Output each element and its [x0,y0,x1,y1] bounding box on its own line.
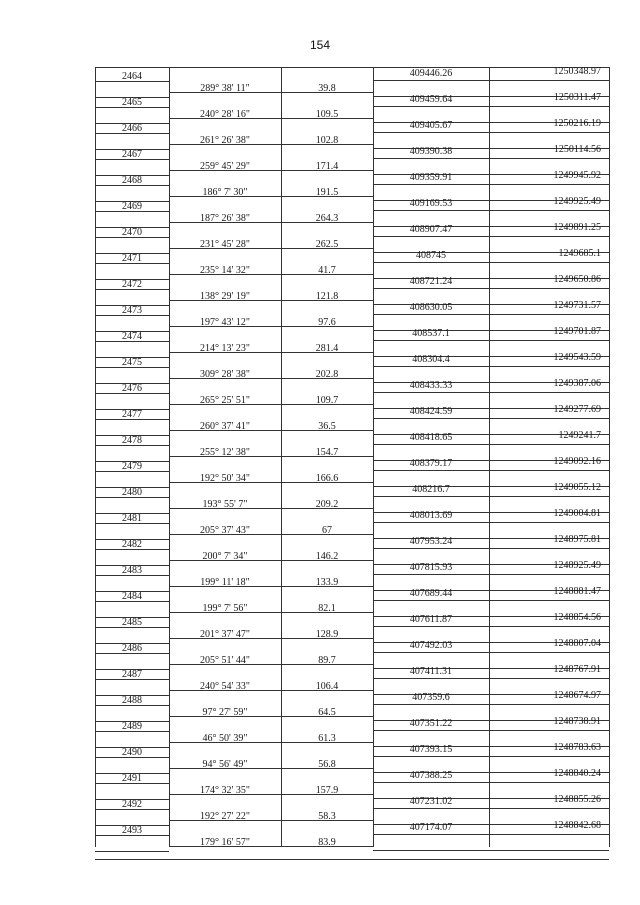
bearing-angle: 265° 25' 51" [200,395,250,406]
bearing-angle: 199° 11' 18" [200,577,250,588]
row-border [95,783,169,784]
row-border [373,340,609,341]
distance-value: 264.3 [315,213,339,224]
row-border [95,601,169,602]
distance-value: 82.1 [318,603,336,614]
row-border [373,808,609,809]
row-border [169,248,373,249]
row-border [169,482,373,483]
bearing-angle: 200° 7' 34" [202,551,248,562]
row-border [373,834,609,835]
row-border [169,534,373,535]
row-border [169,820,373,821]
y-coordinate: 1248767.91 [553,664,601,675]
distance-value: 109.7 [315,395,339,406]
y-coordinate: 1248674.97 [553,690,601,701]
point-number: 2482 [122,539,142,550]
row-border [95,757,169,758]
row-border [169,92,373,93]
row-border [169,274,373,275]
x-coordinate: 408630.05 [409,302,453,313]
bearing-angle: 197° 43' 12" [200,317,250,328]
bearing-angle: 240° 28' 16" [200,109,250,120]
point-number: 2475 [122,357,142,368]
bearing-angle: 255° 12' 38" [200,447,250,458]
row-border [373,600,609,601]
bearing-angle: 214° 13' 23" [200,343,250,354]
x-coordinate: 408424.59 [409,406,453,417]
bearing-angle: 240° 54' 33" [200,681,250,692]
distance-value: 209.2 [315,499,339,510]
point-number: 2477 [122,409,142,420]
y-coordinate: 1249650.86 [553,274,601,285]
distance-value: 154.7 [315,447,339,458]
point-number: 2483 [122,565,142,576]
row-border [373,262,609,263]
row-border [95,107,169,108]
point-number: 2472 [122,279,142,290]
distance-value: 121.8 [315,291,339,302]
row-border [169,144,373,145]
row-border [169,794,373,795]
x-coordinate: 408304.4 [412,354,450,365]
row-border [95,445,169,446]
x-coordinate: 408537.1 [412,328,450,339]
y-coordinate: 1249387.06 [553,378,601,389]
row-border [373,80,609,81]
row-border [95,419,169,420]
bearing-angle: 231° 45' 28" [200,239,250,250]
point-number: 2488 [122,695,142,706]
point-number: 2468 [122,175,142,186]
distance-value: 128.9 [315,629,339,640]
row-border [169,664,373,665]
row-border [95,133,169,134]
row-border [169,508,373,509]
row-border [95,705,169,706]
row-border [169,196,373,197]
row-border [95,809,169,810]
bearing-angle: 97° 27' 59" [202,707,248,718]
y-coordinate: 1248738.91 [553,716,601,727]
row-border [373,626,609,627]
bearing-angle: 199° 7' 56" [202,603,248,614]
point-number: 2474 [122,331,142,342]
distance-value: 262.5 [315,239,339,250]
distance-value: 56.8 [318,759,336,770]
row-border [95,159,169,160]
y-coordinate: 1250114.56 [553,144,601,155]
point-number: 2481 [122,513,142,524]
row-border [95,211,169,212]
distance-value: 146.2 [315,551,339,562]
x-coordinate: 407388.25 [409,770,453,781]
point-number: 2493 [122,825,142,836]
x-coordinate: 407231.02 [409,796,453,807]
y-coordinate: 1250348.97 [553,66,601,77]
point-number: 2489 [122,721,142,732]
row-border [95,263,169,264]
x-coordinate: 408745 [416,250,446,261]
row-border [95,497,169,498]
distance-value: 281.4 [315,343,339,354]
y-coordinate: 1250311.47 [553,92,601,103]
distance-value: 58.3 [318,811,336,822]
y-coordinate: 1248807.04 [553,638,601,649]
y-coordinate: 1249685.1 [558,248,601,259]
row-border [373,314,609,315]
y-coordinate: 1248925.49 [553,560,601,571]
row-border [95,523,169,524]
y-coordinate: 1249543.59 [553,352,601,363]
distance-value: 166.6 [315,473,339,484]
x-coordinate: 407351.22 [409,718,453,729]
row-border [373,496,609,497]
point-number: 2476 [122,383,142,394]
x-coordinate: 407359.6 [412,692,450,703]
distance-value: 36.5 [318,421,336,432]
row-border [373,210,609,211]
bearing-angle: 261° 26' 38" [200,135,250,146]
row-border [169,404,373,405]
row-border [95,393,169,394]
distance-value: 61.3 [318,733,336,744]
bearing-angle: 186° 7' 30" [202,187,248,198]
bearing-angle: 187° 26' 38" [200,213,250,224]
row-border [169,638,373,639]
row-border [95,679,169,680]
bearing-angle: 309° 28' 38" [200,369,250,380]
row-border [169,768,373,769]
distance-value: 67 [322,525,332,536]
row-border [95,315,169,316]
distance-value: 202.8 [315,369,339,380]
row-border [373,392,609,393]
point-number: 2480 [122,487,142,498]
row-border [373,678,609,679]
y-coordinate: 1248842.68 [553,820,601,831]
row-border [169,742,373,743]
bearing-angle: 259° 45' 29" [200,161,250,172]
row-border [373,288,609,289]
row-border [169,612,373,613]
page-number: 154 [309,38,331,52]
point-number: 2486 [122,643,142,654]
row-border [169,586,373,587]
x-coordinate: 408216.7 [412,484,450,495]
distance-value: 191.5 [315,187,339,198]
y-coordinate: 1249731.57 [553,300,601,311]
x-coordinate: 409405.67 [409,120,453,131]
bearing-angle: 193° 55' 7" [202,499,248,510]
row-border [95,367,169,368]
y-coordinate: 1248840.24 [553,768,601,779]
x-coordinate: 409359.91 [409,172,453,183]
x-coordinate: 407815.93 [409,562,453,573]
row-border [169,560,373,561]
point-number: 2467 [122,149,142,160]
row-border [169,378,373,379]
y-coordinate: 1248783.63 [553,742,601,753]
point-number: 2465 [122,97,142,108]
bearing-angle: 179° 16' 57" [200,837,250,848]
row-border [95,653,169,654]
bearing-angle: 235° 14' 32" [200,265,250,276]
y-coordinate: 1248975.81 [553,534,601,545]
point-number: 2464 [122,71,142,82]
bearing-angle: 174° 32' 35" [200,785,250,796]
row-border [373,730,609,731]
column-border [609,67,610,847]
point-number: 2466 [122,123,142,134]
row-border [95,575,169,576]
y-coordinate: 1249701.87 [553,326,601,337]
row-border [95,627,169,628]
x-coordinate: 408907.47 [409,224,453,235]
row-border [373,850,609,851]
x-coordinate: 408418.65 [409,432,453,443]
point-number: 2478 [122,435,142,446]
x-coordinate: 407492.03 [409,640,453,651]
x-coordinate: 409446.26 [409,68,453,79]
row-border [95,81,169,82]
x-coordinate: 407689.44 [409,588,453,599]
bearing-angle: 289° 38' 11" [200,83,250,94]
x-coordinate: 408433.33 [409,380,453,391]
distance-value: 83.9 [318,837,336,848]
point-number: 2469 [122,201,142,212]
row-border [95,289,169,290]
row-border [169,430,373,431]
distance-value: 133.9 [315,577,339,588]
distance-value: 102.8 [315,135,339,146]
x-coordinate: 407953.24 [409,536,453,547]
distance-value: 41.7 [318,265,336,276]
row-border [373,548,609,549]
bearing-angle: 94° 56' 49" [202,759,248,770]
row-border [373,522,609,523]
x-coordinate: 408379.17 [409,458,453,469]
distance-value: 171.4 [315,161,339,172]
row-border [95,237,169,238]
row-border [373,652,609,653]
row-border [95,549,169,550]
row-border [373,444,609,445]
row-border [169,456,373,457]
point-number: 2490 [122,747,142,758]
row-border [95,851,169,852]
y-coordinate: 1249092.16 [553,456,601,467]
row-border [95,341,169,342]
bearing-angle: 260° 37' 41" [200,421,250,432]
row-border [373,756,609,757]
row-border [169,170,373,171]
x-coordinate: 407174.07 [409,822,453,833]
distance-value: 39.8 [318,83,336,94]
point-number: 2471 [122,253,142,264]
x-coordinate: 407393.15 [409,744,453,755]
bearing-angle: 138° 29' 19" [200,291,250,302]
row-border [169,690,373,691]
bearing-angle: 192° 50' 34" [200,473,250,484]
row-border [373,704,609,705]
point-number: 2479 [122,461,142,472]
row-border [373,782,609,783]
x-coordinate: 407611.87 [409,614,453,625]
row-border [373,184,609,185]
row-border [373,106,609,107]
bearing-angle: 205° 37' 43" [200,525,250,536]
row-border [169,300,373,301]
y-coordinate: 1249925.49 [553,196,601,207]
row-border [373,366,609,367]
bearing-angle: 46° 50' 39" [202,733,248,744]
distance-value: 97.6 [318,317,336,328]
coordinates-table [95,67,609,847]
row-border [95,731,169,732]
y-coordinate: 1248881.47 [553,586,601,597]
row-border [95,185,169,186]
row-border [169,118,373,119]
y-coordinate: 1248855.26 [553,794,601,805]
x-coordinate: 408721.24 [409,276,453,287]
distance-value: 157.9 [315,785,339,796]
distance-value: 64.5 [318,707,336,718]
row-border [169,222,373,223]
row-border [169,846,373,847]
row-border [373,470,609,471]
point-number: 2487 [122,669,142,680]
bearing-angle: 205° 51' 44" [200,655,250,666]
y-coordinate: 1249945.92 [553,170,601,181]
point-number: 2485 [122,617,142,628]
x-coordinate: 409390.38 [409,146,453,157]
point-number: 2484 [122,591,142,602]
row-border [169,326,373,327]
row-border [95,859,609,860]
x-coordinate: 409459.64 [409,94,453,105]
x-coordinate: 409169.53 [409,198,453,209]
row-border [373,132,609,133]
x-coordinate: 407411.31 [409,666,453,677]
point-number: 2470 [122,227,142,238]
y-coordinate: 1249241.7 [558,430,601,441]
y-coordinate: 1248854.56 [553,612,601,623]
y-coordinate: 1249891.25 [553,222,601,233]
x-coordinate: 408013.69 [409,510,453,521]
row-border [373,418,609,419]
row-border [95,471,169,472]
row-border [95,835,169,836]
row-border [373,574,609,575]
distance-value: 109.5 [315,109,339,120]
row-border [373,236,609,237]
distance-value: 106.4 [315,681,339,692]
y-coordinate: 1249055.12 [553,482,601,493]
y-coordinate: 1250216.19 [553,118,601,129]
point-number: 2491 [122,773,142,784]
y-coordinate: 1249004.81 [553,508,601,519]
bearing-angle: 201° 37' 47" [200,629,250,640]
point-number: 2492 [122,799,142,810]
row-border [169,716,373,717]
point-number: 2473 [122,305,142,316]
distance-value: 89.7 [318,655,336,666]
y-coordinate: 1249277.69 [553,404,601,415]
row-border [169,352,373,353]
row-border [373,158,609,159]
bearing-angle: 192° 27' 22" [200,811,250,822]
